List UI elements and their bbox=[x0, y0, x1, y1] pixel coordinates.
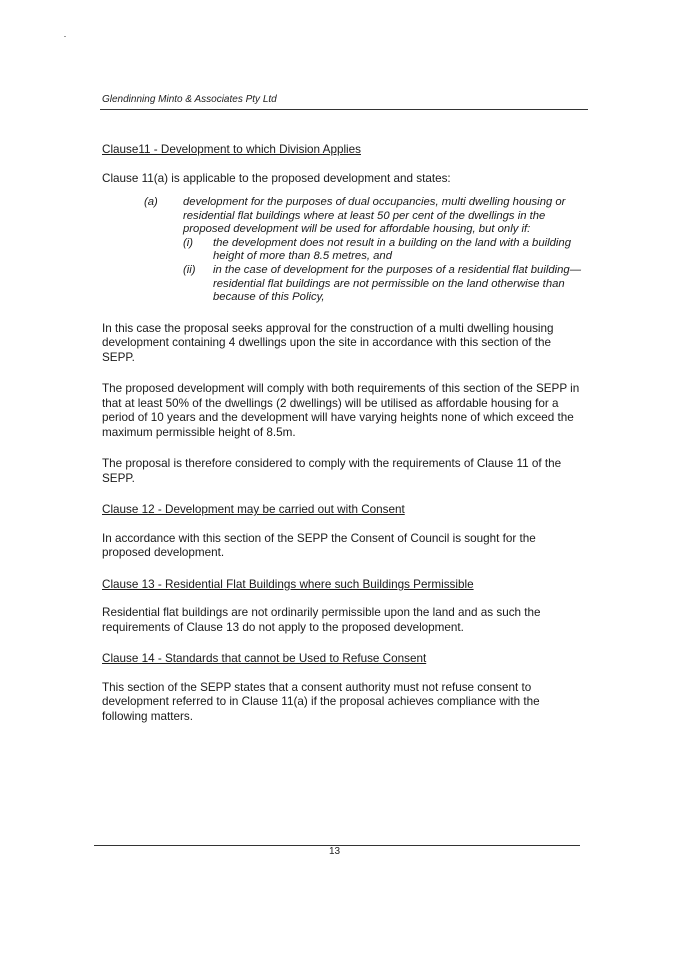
clause11-quote bbox=[102, 196, 586, 305]
quote-sub-item-ii-marker: (ii) bbox=[183, 263, 196, 276]
clause12-heading: Clause 12 - Development may be carried out with Consent bbox=[102, 503, 405, 517]
clause14-paragraph: This section of the SEPP states that a consent authority must not refuse consent to development referred to in Clause 11(a) if the proposal achieves compliance with the following matters. bbox=[102, 680, 540, 723]
quote-sub-item-i bbox=[183, 237, 586, 264]
clause11-heading: Clause11 - Development to which Division Applies bbox=[102, 143, 361, 156]
clause13-paragraph: Residential flat buildings are not ordinarily permissible upon the land and as such the requirements of Clause 13 do not apply to the proposed development. bbox=[102, 606, 541, 634]
quote-item-a-marker: (a) bbox=[144, 196, 158, 208]
quote-sub-item-i-marker: (i) bbox=[183, 236, 194, 249]
clause13-heading: Clause 13 - Residential Flat Buildings where such Buildings Permissible bbox=[102, 577, 474, 591]
scan-speck bbox=[64, 36, 66, 37]
page-header-company: Glendinning Minto & Associates Pty Ltd bbox=[102, 94, 277, 105]
quote-item-a bbox=[144, 196, 586, 237]
document-body bbox=[102, 143, 586, 724]
quote-sub-item-ii bbox=[183, 264, 586, 305]
clause11-paragraph-3: The proposal is therefore considered to comply with the requirements of Clause 11 of the SEPP. bbox=[102, 457, 562, 485]
quote-sub-item-i-text: the development does not result in a building on the land with a building height of more than 8.5 metres, and bbox=[213, 236, 571, 263]
page-number: 13 bbox=[329, 846, 341, 857]
clause11-paragraph-1: In this case the proposal seeks approval for the construction of a multi dwelling housing development containing 4 dwellings upon the site in accordance with this section of the SEPP. bbox=[102, 321, 554, 364]
quote-sub-item-ii-text: in the case of development for the purposes of a residential flat building—residential flat buildings are not permissible on the land otherwise than because of this Policy, bbox=[213, 263, 581, 304]
header-rule bbox=[100, 109, 588, 110]
clause11-intro: Clause 11(a) is applicable to the proposed development and states: bbox=[102, 171, 451, 185]
clause12-paragraph: In accordance with this section of the SEPP the Consent of Council is sought for the proposed development. bbox=[102, 531, 536, 560]
clause11-paragraph-2: The proposed development will comply with both requirements of this section of the SEPP in that at least 50% of the dwellings (2 dwellings) will be utilised as affordable housing for a period of 10 years and the development will have varying heights none of which exceed the maximum permissible height of 8.5m. bbox=[102, 382, 580, 439]
quote-item-a-text: development for the purposes of dual occupancies, multi dwelling housing or residential flat buildings where at least 50 per cent of the dwellings in the proposed development will be used for affordable housing, but only if: bbox=[183, 196, 566, 236]
clause14-heading: Clause 14 - Standards that cannot be Used to Refuse Consent bbox=[102, 652, 427, 666]
